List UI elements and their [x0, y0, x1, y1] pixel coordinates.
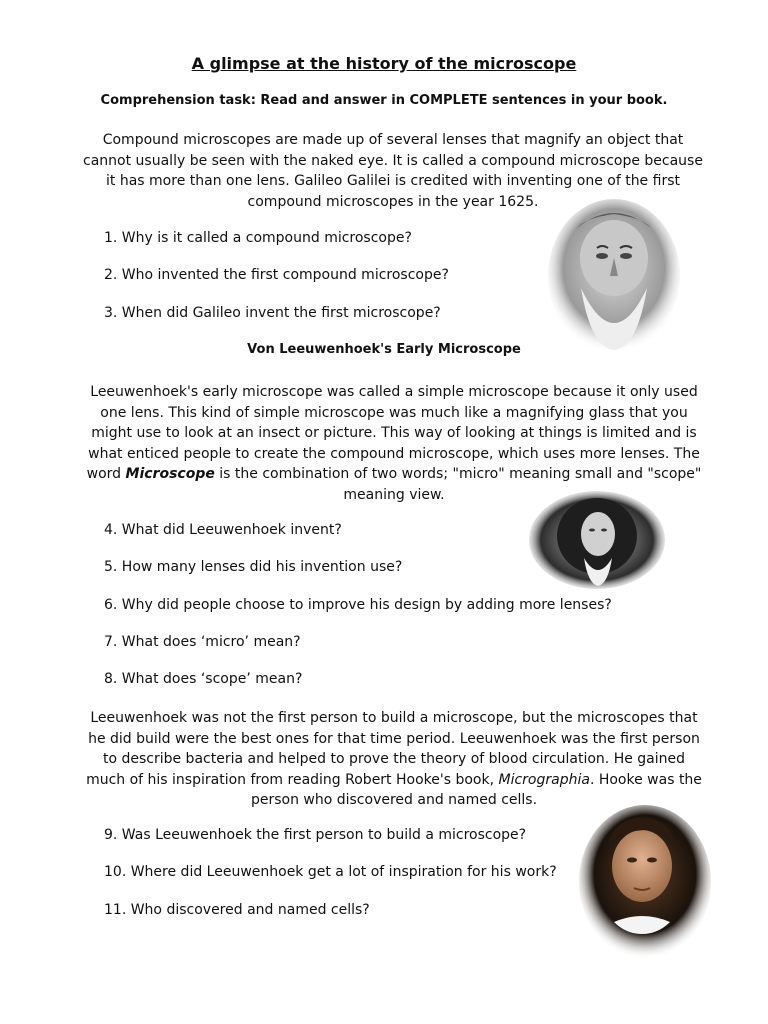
galileo-portrait — [547, 198, 681, 354]
question-1: 1. Why is it called a compound microscope? — [104, 230, 412, 246]
section-heading-leeuwenhoek: Von Leeuwenhoek's Early Microscope — [247, 342, 521, 357]
question-6: 6. Why did people choose to improve his design by adding more lenses? — [104, 597, 612, 613]
hooke-paragraph: Leeuwenhoek was not the first person to build a microscope, but the microscopes that he did build were the best ones for that time period. Leeuwenhoek was the first person to describe bacteria and helped to prove the theory of blood circulation. He gained much of his inspiration from reading Robert Hooke's book, Micrographia. Hooke was the person who discovered and named cells. — [86, 710, 702, 808]
question-9: 9. Was Leeuwenhoek the first person to build a microscope? — [104, 827, 527, 843]
task-instructions: Comprehension task: Read and answer in COMPLETE sentences in your book. — [100, 93, 668, 108]
hooke-portrait — [578, 804, 712, 960]
question-11: 11. Who discovered and named cells? — [104, 902, 370, 918]
page-title: A glimpse at the history of the microscope — [191, 54, 577, 73]
question-5: 5. How many lenses did his invention use? — [104, 559, 403, 575]
question-7: 7. What does ‘micro’ mean? — [104, 634, 301, 650]
question-3: 3. When did Galileo invent the first microscope? — [104, 305, 441, 321]
question-2: 2. Who invented the first compound microscope? — [104, 267, 449, 283]
question-4: 4. What did Leeuwenhoek invent? — [104, 522, 342, 538]
question-10: 10. Where did Leeuwenhoek get a lot of inspiration for his work? — [104, 864, 557, 880]
leeuwenhoek-paragraph: Leeuwenhoek's early microscope was called a simple microscope because it only used one lens. This kind of simple microscope was much like a magnifying glass that you might use to look at an insect or picture. This way of looking at things is limited and is what enticed people to create the compound microscope, which uses more lenses. The word Microscope is the combination of two words; "micro" meaning small and "scope" meaning view. — [86, 384, 702, 503]
intro-paragraph: Compound microscopes are made up of several lenses that magnify an object that cannot usually be seen with the naked eye. It is called a compound microscope because it has more than one lens. Galileo Galilei is credited with inventing one of the first compound microscopes in the year 1625. — [83, 132, 703, 210]
leeuwenhoek-portrait — [528, 490, 666, 590]
question-8: 8. What does ‘scope’ mean? — [104, 671, 303, 687]
